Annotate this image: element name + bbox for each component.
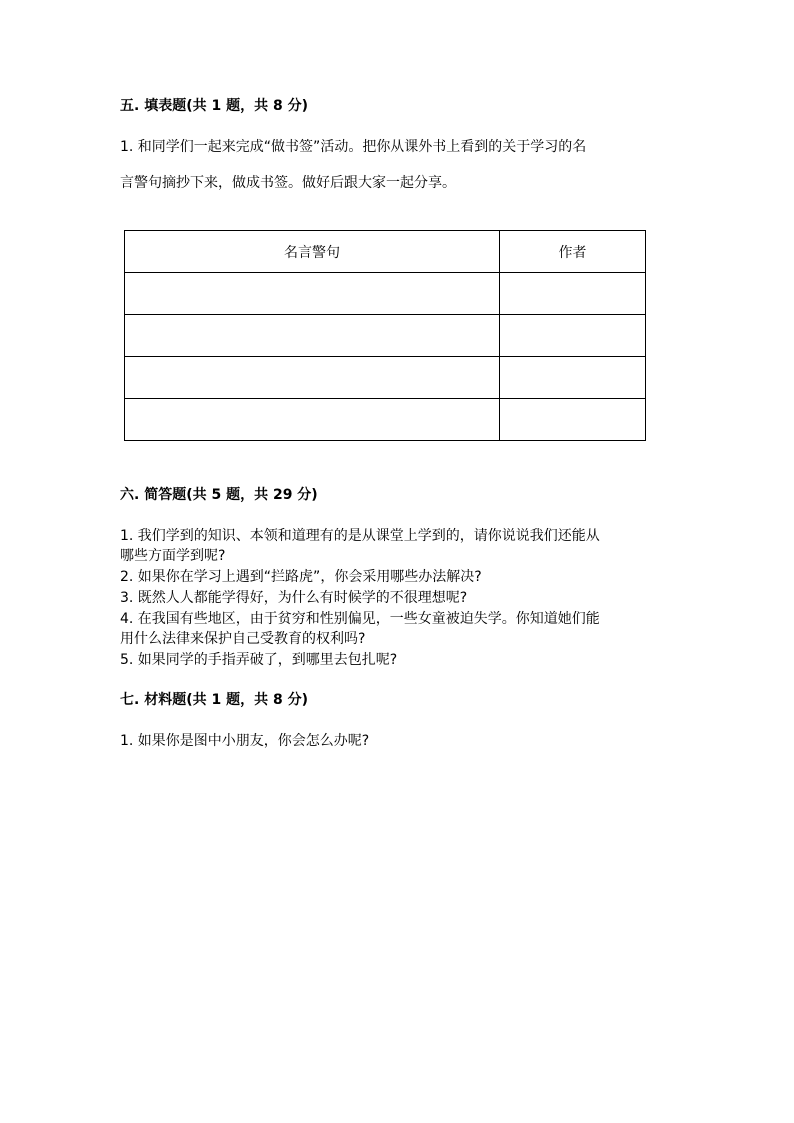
section-6-line: 3. 既然人人都能学得好，为什么有时候学的不很理想呢?: [120, 590, 468, 606]
section-7-title: 七. 材料题(共 1 题，共 8 分): [120, 692, 308, 708]
column-header-quote: 名言警句: [125, 231, 500, 273]
author-cell[interactable]: [500, 399, 646, 441]
section-5-title: 五. 填表题(共 1 题，共 8 分): [120, 98, 308, 114]
author-cell[interactable]: [500, 357, 646, 399]
section-6-title: 六. 简答题(共 5 题，共 29 分): [120, 487, 318, 503]
section-6-line: 1. 我们学到的知识、本领和道理有的是从课堂上学到的，请你说说我们还能从: [120, 528, 600, 544]
section-6-line: 用什么法律来保护自己受教育的权利吗?: [120, 631, 366, 647]
table-row: [125, 273, 646, 315]
section-6-line: 5. 如果同学的手指弄破了，到哪里去包扎呢?: [120, 652, 398, 668]
quote-cell[interactable]: [125, 399, 500, 441]
author-cell[interactable]: [500, 315, 646, 357]
column-header-author: 作者: [500, 231, 646, 273]
table-row: [125, 357, 646, 399]
author-cell[interactable]: [500, 273, 646, 315]
section-6-line: 哪些方面学到呢?: [120, 548, 226, 564]
section-7-question-1: 1. 如果你是图中小朋友，你会怎么办呢?: [120, 733, 370, 749]
quote-cell[interactable]: [125, 315, 500, 357]
quote-cell[interactable]: [125, 357, 500, 399]
table-row: [125, 399, 646, 441]
section-6-line: 4. 在我国有些地区，由于贫穷和性别偏见，一些女童被迫失学。你知道她们能: [120, 611, 600, 627]
table-row: [125, 315, 646, 357]
section-6-line: 2. 如果你在学习上遇到“拦路虎”，你会采用哪些办法解决?: [120, 569, 482, 585]
section-5-question-1-line-1: 1. 和同学们一起来完成“做书签”活动。把你从课外书上看到的关于学习的名: [120, 139, 587, 155]
section-5-question-1-line-2: 言警句摘抄下来，做成书签。做好后跟大家一起分享。: [120, 175, 456, 191]
quote-cell[interactable]: [125, 273, 500, 315]
bookmark-quote-table: [124, 230, 646, 441]
table-header-row: [125, 231, 646, 273]
